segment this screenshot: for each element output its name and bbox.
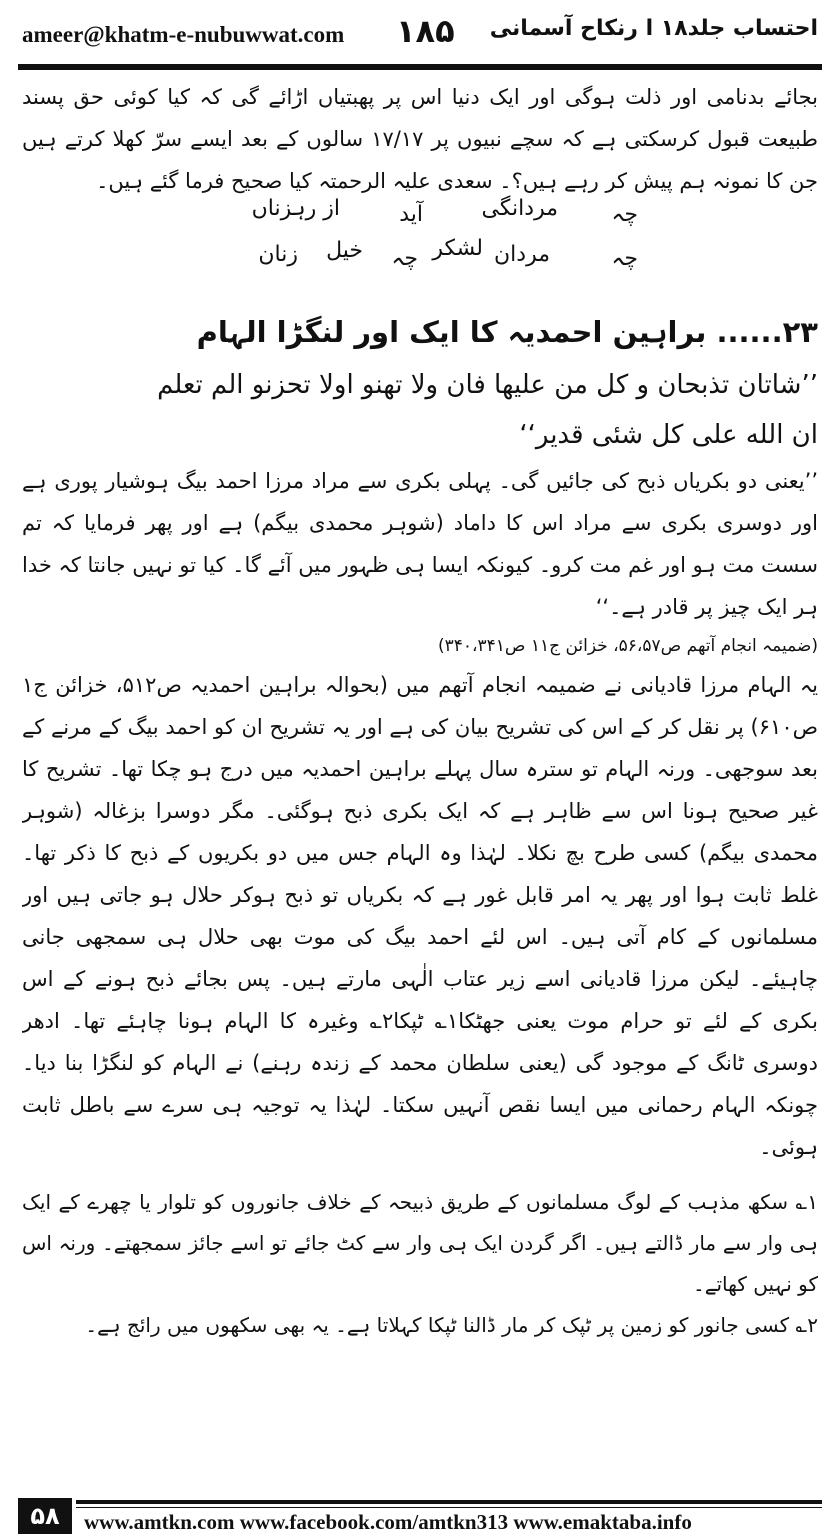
citation: (ضمیمہ انجام آتھم ص۵۶،۵۷، خزائن ج۱۱ ص۳۴۰،۳۴۱) bbox=[437, 636, 818, 656]
spacer bbox=[22, 1168, 818, 1182]
section-heading: ۲۳...... براہین احمدیہ کا ایک اور لنگڑا الہام bbox=[196, 315, 818, 349]
page-header bbox=[18, 8, 822, 60]
header-email[interactable]: ameer@khatm-e-nubuwwat.com bbox=[22, 22, 345, 47]
paragraph-translation: ’’یعنی دو بکریاں ذبح کی جائیں گی۔ پہلی بکری سے مراد مرزا احمد بیگ ہوشیار پوری ہے اور دوسری بکری سے مراد اس کا داماد (شوہر محمدی بیگم) ہے اور پھر فرمایا کہ تم سست مت ہو اور غم مت کرو۔ کیونکہ ایسا ہی ظہور میں آئے گا۔ کیا تو نہیں جانتا کہ خدا ہر ایک چیز پر قادر ہے۔‘‘ bbox=[22, 469, 818, 619]
footer-divider-thin bbox=[76, 1507, 822, 1508]
verse1-word-1: چہ bbox=[611, 202, 638, 227]
verse1-word-2: مردانگی bbox=[481, 196, 558, 221]
verse2-word-4: چہ bbox=[391, 246, 418, 271]
footer-divider-thick bbox=[76, 1500, 822, 1504]
footer-links[interactable]: www.amtkn.com www.facebook.com/amtkn313 www.emaktaba.info bbox=[84, 1510, 692, 1534]
header-page-number: ۱۸۵ bbox=[396, 12, 455, 50]
footnote-1: ۱؎ سکھ مذہب کے لوگ مسلمانوں کے طریق ذبیحہ کے خلاف جانوروں کو تلوار یا چھرے کے ایک ہی وار سے مار ڈالتے ہیں۔ اگر گردن ایک ہی وار سے کٹ جائے تو اسے جائز سمجھتے۔ ورنہ اس کو نہیں کھاتے۔ bbox=[22, 1190, 818, 1296]
paragraph-intro: بجائے بدنامی اور ذلت ہوگی اور ایک دنیا اس پر پھبتیاں اڑائے گی کہ کیا کوئی حق پسند طبیعت قبول کرسکتی ہے کہ سچے نبیوں پر ۱۷/۱۷ سالوں کے بعد ایسے سرّ کھلا کرتے ہیں جن کا نمونہ ہم پیش کر رہے ہیں؟۔ سعدی علیہ الرحمتہ کیا صحیح فرما گئے ہیں۔ bbox=[22, 85, 818, 193]
verse2-word-2: مردان bbox=[494, 242, 550, 267]
arabic-line-2: ان الله علی کل شئی قدیر‘‘ bbox=[519, 420, 818, 450]
verse1-word-4: از رہزناں bbox=[251, 196, 340, 221]
paragraph-commentary: یہ الہام مرزا قادیانی نے ضمیمہ انجام آتھم میں (بحوالہ براہین احمدیہ ص۵۱۲، خزائن ج۱ ص۶۱۰) پر نقل کر کے اس کی تشریح بیان کی ہے اور یہ تشریح ان کو احمد بیگ کے مرنے کے بعد سوجھی۔ ورنہ الہام تو سترہ سال پہلے براہین احمدیہ میں درج ہو چکا تھا۔ تشریح کا غیر صحیح ہونا اس سے ظاہر ہے کہ ایک بکری ذبح ہوگئی۔ مگر دوسرا بزغالہ (شوہر محمدی بیگم) کسی طرح بچ نکلا۔ لہٰذا وہ الہام جس میں دو بکریوں کے ذبح کا ذکر تھا۔ غلط ثابت ہوا اور پھر یہ امر قابل غور ہے کہ بکریاں تو ذبح ہوکر حلال ہو جاتی ہیں اور مسلمانوں کے کام آتی ہیں۔ اس لئے احمد بیگ کی موت بھی حلال ہی سمجھی جانی چاہیئے۔ لیکن مرزا قادیانی اسے زیر عتاب الٰہی مارتے ہیں۔ پس بجائے ذبح ہونے کے اس بکری کے لئے تو حرام موت یعنی جھٹکا۱؎ ٹپکا۲؎ وغیرہ کا الہام ہونا چاہئے تھا۔ ادھر دوسری ٹانگ کے موجود گی (یعنی سلطان محمد کے زندہ رہنے) نے الہام کو لنگڑا بنا دیا۔ چونکہ الہام رحمانی میں ایسا نقص آنہیں سکتا۔ لہٰذا یہ توجیہ ہی سرے سے باطل ثابت ہوئی۔ bbox=[22, 673, 818, 1159]
verse2-word-5: خیل bbox=[326, 238, 363, 263]
verse2-word-1: چہ bbox=[611, 246, 638, 271]
verse1-word-3: آید bbox=[399, 202, 423, 227]
header-divider bbox=[18, 64, 822, 70]
page-footer bbox=[18, 1498, 822, 1534]
footnote-2: ۲؎ کسی جانور کو زمین پر ٹپک کر مار ڈالنا ٹپکا کہلاتا ہے۔ یہ بھی سکھوں میں رائج ہے۔ bbox=[85, 1313, 818, 1337]
header-book-title: احتساب جلد۱۸ ا رنکاح آسمانی bbox=[489, 16, 818, 41]
verse2-word-3: لشکر bbox=[432, 236, 483, 261]
verse2-word-6: زنان bbox=[258, 242, 298, 267]
arabic-line-1: ’’شاتان تذبحان و کل من علیها فان ولا تهنو اولا تحزنو الم تعلم bbox=[157, 370, 818, 400]
page-content bbox=[22, 76, 818, 1461]
persian-verse bbox=[22, 196, 818, 304]
footer-page-number: ۵۸ bbox=[18, 1498, 72, 1534]
